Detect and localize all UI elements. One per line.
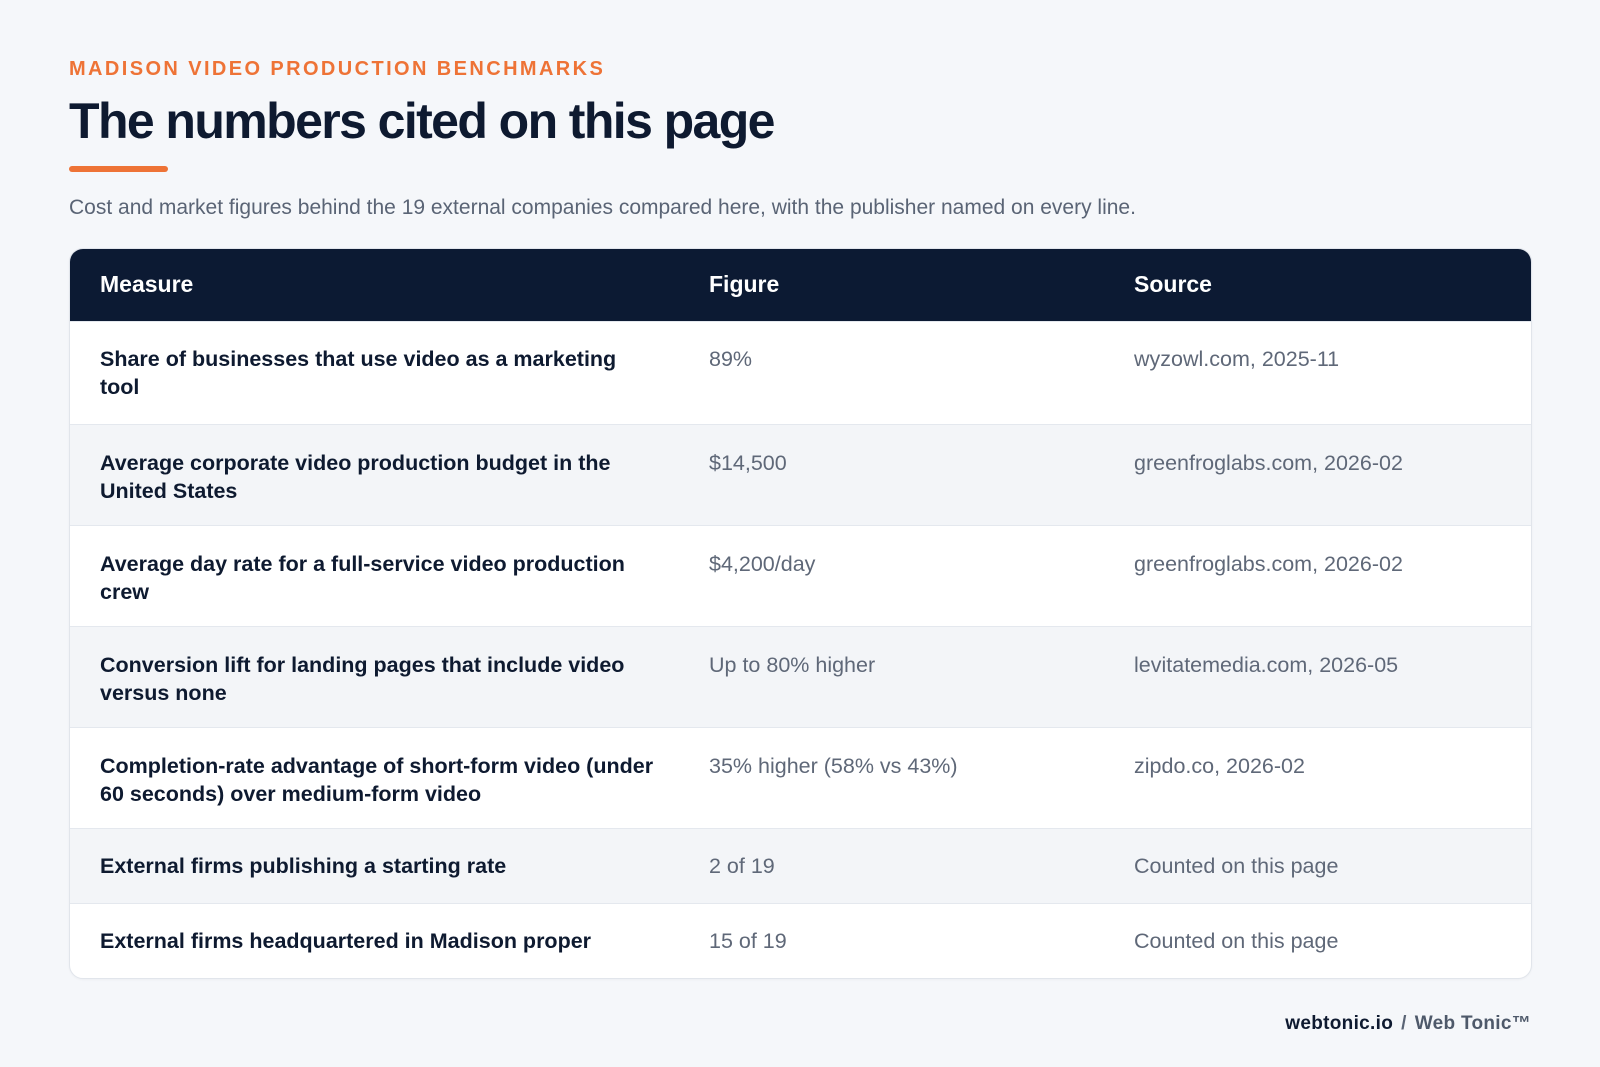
figure-cell: $14,500 (709, 450, 787, 475)
source-cell: greenfroglabs.com, 2026-02 (1134, 551, 1403, 576)
source-cell: greenfroglabs.com, 2026-02 (1134, 450, 1403, 475)
footer-domain: webtonic.io (1285, 1013, 1394, 1034)
figure-cell: $4,200/day (709, 551, 816, 576)
measure-cell: Conversion lift for landing pages that include video versus none (100, 652, 625, 705)
measure-cell: Average day rate for a full-service video production crew (100, 551, 625, 604)
benchmarks-table-card (69, 248, 1532, 979)
table-row (70, 903, 1531, 978)
table-row (70, 626, 1531, 727)
table-body (70, 321, 1531, 978)
table-header (70, 249, 1531, 321)
footer-separator: / (1401, 1013, 1407, 1034)
figure-cell: 2 of 19 (709, 853, 775, 878)
source-cell: levitatemedia.com, 2026-05 (1134, 652, 1399, 677)
column-header-source: Source (1134, 271, 1212, 298)
measure-cell: Completion-rate advantage of short-form video (under 60 seconds) over medium-form video (100, 753, 654, 806)
measure-cell: External firms headquartered in Madison proper (100, 928, 592, 953)
footer-brand: Web Tonic™ (1414, 1013, 1531, 1034)
eyebrow-label: MADISON VIDEO PRODUCTION BENCHMARKS (69, 58, 606, 80)
accent-divider (69, 166, 168, 172)
source-cell: Counted on this page (1134, 928, 1339, 953)
page-subtitle: Cost and market figures behind the 19 external companies compared here, with the publisher named on every line. (69, 196, 1136, 219)
table-row (70, 321, 1531, 424)
measure-cell: Share of businesses that use video as a marketing tool (100, 346, 617, 399)
source-cell: zipdo.co, 2026-02 (1134, 753, 1305, 778)
measure-cell: External firms publishing a starting rate (100, 853, 507, 878)
source-cell: Counted on this page (1134, 853, 1339, 878)
table-row (70, 727, 1531, 828)
column-header-measure: Measure (100, 271, 194, 298)
table-row (70, 828, 1531, 903)
footer-attribution (1285, 1013, 1531, 1035)
figure-cell: 35% higher (58% vs 43%) (709, 753, 958, 778)
source-cell: wyzowl.com, 2025-11 (1134, 346, 1340, 371)
table-row (70, 424, 1531, 525)
figure-cell: 15 of 19 (709, 928, 787, 953)
measure-cell: Average corporate video production budget in the United States (100, 450, 611, 503)
figure-cell: 89% (709, 346, 753, 371)
benchmarks-table (70, 249, 1531, 978)
table-row (70, 525, 1531, 626)
column-header-figure: Figure (709, 271, 780, 298)
page-title: The numbers cited on this page (69, 93, 774, 149)
figure-cell: Up to 80% higher (709, 652, 876, 677)
table-header-row (70, 249, 1531, 321)
